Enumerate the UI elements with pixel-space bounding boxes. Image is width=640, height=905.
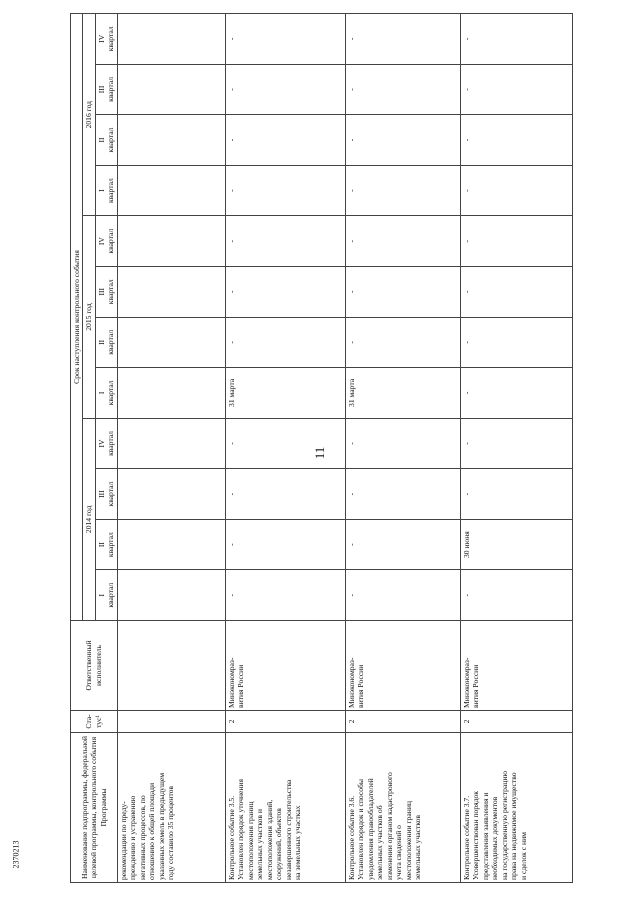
table-row	[117, 14, 225, 883]
quarter-cell: -	[225, 570, 345, 621]
quarter-cell: -	[225, 165, 345, 216]
quarter-cell	[117, 165, 225, 216]
status-cell: 2	[460, 711, 572, 733]
document-code: 2370213	[11, 840, 21, 869]
quarter-cell: -	[225, 418, 345, 469]
responsible-cell: Минэкономраз- вития России	[225, 621, 345, 711]
quarter-cell: -	[225, 266, 345, 317]
quarter-cell	[117, 570, 225, 621]
header-quarter: III квартал	[95, 266, 117, 317]
quarter-cell	[117, 64, 225, 115]
header-quarter: II квартал	[95, 317, 117, 368]
quarter-cell: -	[460, 165, 572, 216]
quarter-cell: -	[460, 14, 572, 65]
header-quarter: II квартал	[95, 519, 117, 570]
header-quarter: IV квартал	[95, 14, 117, 65]
header-responsible: Ответственный исполнитель	[71, 621, 118, 711]
status-cell: 2	[345, 711, 460, 733]
quarter-cell: -	[225, 14, 345, 65]
quarter-cell: -	[345, 165, 460, 216]
page-number: 11	[312, 446, 327, 460]
status-cell	[117, 711, 225, 733]
quarter-cell	[117, 115, 225, 166]
quarter-cell: -	[345, 570, 460, 621]
quarter-cell: -	[225, 115, 345, 166]
table-body	[117, 14, 572, 883]
quarter-cell: -	[345, 216, 460, 267]
quarter-cell: -	[345, 519, 460, 570]
quarter-cell	[117, 519, 225, 570]
responsible-cell: Минэкономраз- вития России	[460, 621, 572, 711]
event-name-cell: Контрольное событие 3.6. Установлен порядок и способы уведомления правообладателей земельных участков об изменении органом кадастрового учета сведений о местоположении границ земельных участков	[345, 733, 460, 883]
header-year: 2015 год	[83, 216, 95, 418]
quarter-cell: -	[460, 317, 572, 368]
header-quarter: II квартал	[95, 115, 117, 166]
header-quarter: I квартал	[95, 570, 117, 621]
quarter-cell: -	[345, 64, 460, 115]
quarter-cell: -	[345, 418, 460, 469]
quarter-cell: -	[345, 469, 460, 520]
quarter-cell: -	[460, 368, 572, 419]
header-name: Наименование подпрограммы, федеральной целевой программы, контрольного события Программы	[71, 733, 118, 883]
header-status: Ста- тус¹	[71, 711, 118, 733]
header-quarter: I квартал	[95, 368, 117, 419]
status-cell: 2	[225, 711, 345, 733]
responsible-cell	[117, 621, 225, 711]
quarter-cell: -	[225, 317, 345, 368]
quarter-cell: -	[225, 64, 345, 115]
quarter-cell: -	[345, 14, 460, 65]
quarter-cell: 30 июня	[460, 519, 572, 570]
quarter-cell: -	[345, 115, 460, 166]
event-name-cell: Контрольное событие 3.5. Установлен порядок уточнения местоположения границ земельных участков и местоположения зданий, сооружений, объектов незавершенного строительства на земельных участках	[225, 733, 345, 883]
quarter-cell	[117, 216, 225, 267]
quarter-cell	[117, 469, 225, 520]
event-name-cell: рекомендации по преду- преждению и устранению негативных процессов, по отношению к общей площади указанных земель в предыдущем году составило 35 процентов	[117, 733, 225, 883]
event-name-cell: Контрольное событие 3.7. Усовершенствован порядок представления заявления и необходимых документов на государственную регистрацию права на недвижимое имущество и сделок с ним	[460, 733, 572, 883]
rotated-table-container	[70, 13, 528, 883]
quarter-cell: -	[460, 418, 572, 469]
table-row	[345, 14, 460, 883]
quarter-cell: -	[225, 216, 345, 267]
quarter-cell	[117, 266, 225, 317]
quarter-cell	[117, 317, 225, 368]
responsible-cell: Минэкономраз- вития России	[345, 621, 460, 711]
header-deadline: Срок наступления контрольного события	[71, 14, 83, 621]
header-quarter: IV квартал	[95, 216, 117, 267]
header-quarter: I квартал	[95, 165, 117, 216]
header-quarter: IV квартал	[95, 418, 117, 469]
quarter-cell	[117, 418, 225, 469]
quarter-cell: 31 марта	[225, 368, 345, 419]
quarter-cell	[117, 368, 225, 419]
quarter-cell	[117, 14, 225, 65]
control-events-table	[70, 13, 573, 883]
quarter-cell: -	[460, 115, 572, 166]
table-row	[460, 14, 572, 883]
quarter-cell: 31 марта	[345, 368, 460, 419]
quarter-cell: -	[225, 469, 345, 520]
quarter-cell: -	[345, 266, 460, 317]
quarter-cell: -	[460, 64, 572, 115]
header-year: 2016 год	[83, 14, 95, 216]
quarter-cell: -	[345, 317, 460, 368]
header-quarter: III квартал	[95, 64, 117, 115]
quarter-cell: -	[225, 519, 345, 570]
table-row	[225, 14, 345, 883]
quarter-cell: -	[460, 216, 572, 267]
quarter-cell: -	[460, 570, 572, 621]
header-quarter: III квартал	[95, 469, 117, 520]
header-year: 2014 год	[83, 418, 95, 620]
quarter-cell: -	[460, 469, 572, 520]
quarter-cell: -	[460, 266, 572, 317]
